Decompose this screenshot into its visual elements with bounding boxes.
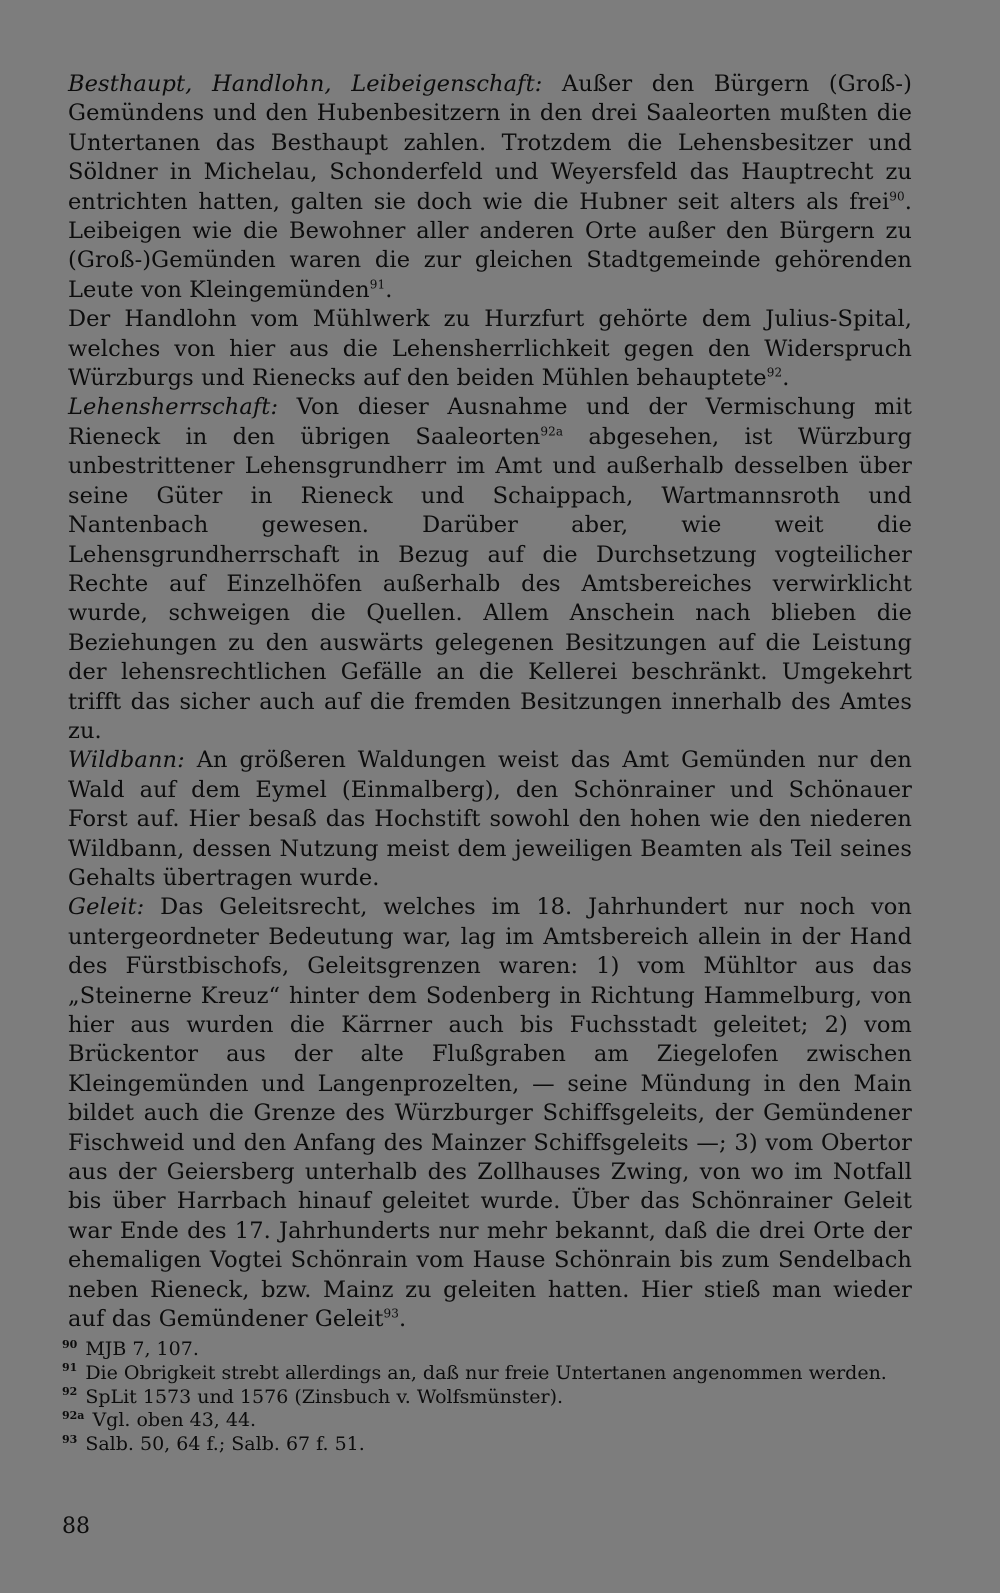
footnote-text: Die Obrigkeit strebt allerdings an, daß nur freie Untertanen angenommen werden. (85, 1361, 887, 1384)
paragraph-text: . (385, 276, 393, 303)
footnote (62, 1386, 912, 1410)
footnote-text: Vgl. oben 43, 44. (92, 1409, 257, 1432)
footnote-text: SpLit 1573 und 1576 (Zinsbuch v. Wolfsmünster). (85, 1385, 564, 1408)
footnote-number: 91 (62, 1361, 78, 1375)
footnote-number: 92a (62, 1409, 85, 1423)
paragraph-text: Von dieser Ausnahme und der Vermischung mit Rieneck in den übrigen Saaleorten (68, 394, 912, 450)
paragraph (68, 70, 912, 305)
section-heading: Besthaupt, Handlohn, Leibeigenschaft: (68, 71, 543, 97)
paragraph-text: Außer den Bürgern (Groß-) Gemündens und den Hubenbesitzern in den drei Saaleorten mußten die Untertanen das Besthaupt zahlen. Trotzdem die Lehensbesitzer und Söldner in Michelau, Schonderfeld und Weyersfeld das Hauptrecht zu entrichten hatten, galten sie doch wie die Hubner seit alters als frei (68, 71, 912, 215)
footnote (62, 1338, 912, 1362)
paragraph-text: . (398, 1306, 407, 1333)
footnote-ref: 92 (766, 365, 783, 380)
footnote-text: Salb. 50, 64 f.; Salb. 67 f. 51. (85, 1433, 365, 1456)
footnote-ref: 91 (369, 277, 386, 292)
body-text (68, 70, 912, 1334)
footnote-text: MJB 7, 107. (85, 1338, 199, 1360)
footnote-ref: 93 (383, 1306, 399, 1321)
footnote-number: 93 (62, 1432, 78, 1446)
section-heading: Wildbann: (68, 747, 185, 774)
footnote-ref: 90 (889, 189, 905, 204)
paragraph-text: Das Geleitsrecht, welches im 18. Jahrhundert nur noch von untergeordneter Bedeutung war, lag im Amtsbereich allein in der Hand des Fürstbischofs, Geleitsgrenzen waren: 1) vom Mühltor aus das „Steinerne Kreuz“ hinter dem Sodenberg in Richtung Hammelburg, von hier aus wurden die Kärrner auch bis Fuchsstadt geleitet; 2) vom Brückentor aus der alte Flußgraben am Ziegelofen zwischen Kleingemünden und Langenprozelten, — seine Mündung in den Main bildet auch die Grenze des Würzburger Schiffsgeleits, der Gemündener Fischweid und den Anfang des Mainzer Schiffsgeleits —; 3) vom Obertor aus der Geiersberg unterhalb des Zollhauses Zwing, von wo im Notfall bis über Harrbach hinauf geleitet wurde. Über das Schönrainer Geleit war Ende des 17. Jahrhunderts nur mehr bekannt, daß die drei Orte der ehemaligen Vogtei Schönrain vom Hause Schönrain bis zum Sendelbach neben Rieneck, bzw. Mainz zu geleiten hatten. Hier stieß man wieder auf das Gemündener Geleit (68, 894, 912, 1333)
paragraph (68, 393, 912, 746)
footnote-ref: 92a (540, 424, 564, 439)
footnote-number: 90 (62, 1337, 78, 1351)
footnotes (62, 1338, 912, 1457)
paragraph (68, 746, 912, 893)
footnote-number: 92 (62, 1385, 78, 1399)
paragraph-text: abgesehen, ist Würzburg unbestrittener Lehensgrundherr im Amt und außerhalb desselben über seine Güter in Rieneck und Schaippach, Wartmannsroth und Nantenbach gewesen. Darüber aber, wie weit die Lehensgrundherrschaft in Bezug auf die Durchsetzung vogteilicher Rechte auf Einzelhöfen außerhalb des Amtsbereiches verwirklicht wurde, schweigen die Quellen. Allem Anschein nach blieben die Beziehungen zu den auswärts gelegenen Besitzungen auf die Leistung der lehensrechtlichen Gefälle an die Kellerei beschränkt. Umgekehrt trifft das sicher auch auf die fremden Besitzungen innerhalb des Amtes zu. (68, 423, 912, 744)
paragraph-text: . (782, 365, 790, 392)
paragraph (68, 305, 912, 393)
paragraph (68, 893, 912, 1334)
paragraph-text: Der Handlohn vom Mühlwerk zu Hurzfurt gehörte dem Julius-Spital, welches von hier aus die Lehensherrlichkeit gegen den Widerspruch Würzburgs und Rienecks auf den beiden Mühlen behauptete (68, 306, 912, 392)
section-heading: Geleit: (68, 894, 145, 921)
paragraph-text: An größeren Waldungen weist das Amt Gemünden nur den Wald auf dem Eymel (Einmalberg), den Schönrainer und Schönauer Forst auf. Hier besaß das Hochstift sowohl den hohen wie den niederen Wildbann, dessen Nutzung meist dem jeweiligen Beamten als Teil seines Gehalts übertragen wurde. (68, 747, 912, 891)
paragraph-text: . Leibeigen wie die Bewohner aller anderen Orte außer den Bürgern zu (Groß-)Gemünden waren die zur gleichen Stadtgemeinde gehörenden Leute von Kleingemünden (68, 188, 912, 303)
section-heading: Lehensherrschaft: (68, 394, 279, 421)
page-number: 88 (62, 1514, 90, 1539)
footnote (62, 1409, 912, 1433)
footnote (62, 1433, 912, 1457)
footnote (62, 1362, 912, 1386)
